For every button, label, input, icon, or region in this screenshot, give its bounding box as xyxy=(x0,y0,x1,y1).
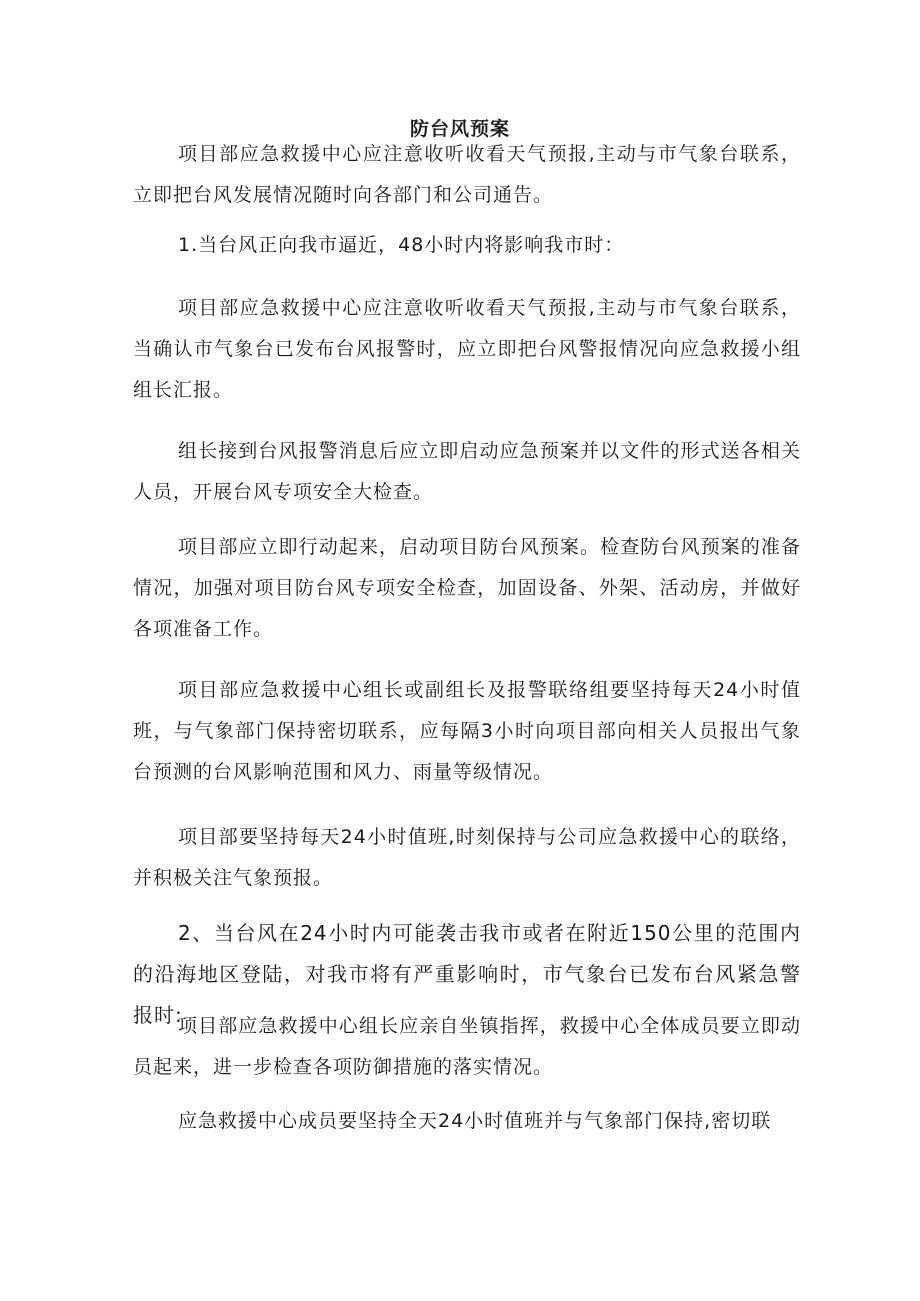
paragraph-members-duty: 应急救援中心成员要坚持全天24小时值班并与气象部门保持,密切联 xyxy=(178,1110,772,1132)
paragraph-monitor-report: 项目部应急救援中心应注意收听收看天气预报,主动与市气象台联系，当确认市气象台已发布台风报警时，应立即把台风警报情况向应急救援小组组长汇报。 xyxy=(133,297,801,401)
document-title: 防台风预案 xyxy=(409,118,510,140)
paragraph-24h-duty: 项目部要坚持每天24小时值班,时刻保持与公司应急救援中心的联络，并积极关注气象预报。 xyxy=(133,826,801,889)
paragraph-project-action: 项目部应立即行动起来，启动项目防台风预案。检查防台风预案的准备情况，加强对项目防台风专项安全检查，加固设备、外架、活动房，并做好各项准备工作。 xyxy=(133,536,801,640)
paragraph-section-2-heading: 2、当台风在24小时内可能袭击我市或者在附近150公里的范围内的沿海地区登陆，对我市将有严重影响时，市气象台已发布台风紧急警报时: xyxy=(133,921,801,1027)
paragraph-command: 项目部应急救援中心组长应亲自坐镇指挥，救援中心全体成员要立即动员起来，进一步检查各项防御措施的落实情况。 xyxy=(133,1015,801,1078)
paragraph-section-1-heading: 1.当台风正向我市逼近，48小时内将影响我市时： xyxy=(178,234,625,256)
paragraph-duty-shift: 项目部应急救援中心组长或副组长及报警联络组要坚持每天24小时值班，与气象部门保持密切联系，应每隔3小时向项目部向相关人员报出气象台预测的台风影响范围和风力、雨量等级情况。 xyxy=(133,679,801,783)
paragraph-intro: 项目部应急救援中心应注意收听收看天气预报,主动与市气象台联系，立即把台风发展情况随时向各部门和公司通告。 xyxy=(133,143,801,206)
paragraph-leader-action: 组长接到台风报警消息后应立即启动应急预案并以文件的形式送各相关人员，开展台风专项安全大检查。 xyxy=(133,440,801,503)
